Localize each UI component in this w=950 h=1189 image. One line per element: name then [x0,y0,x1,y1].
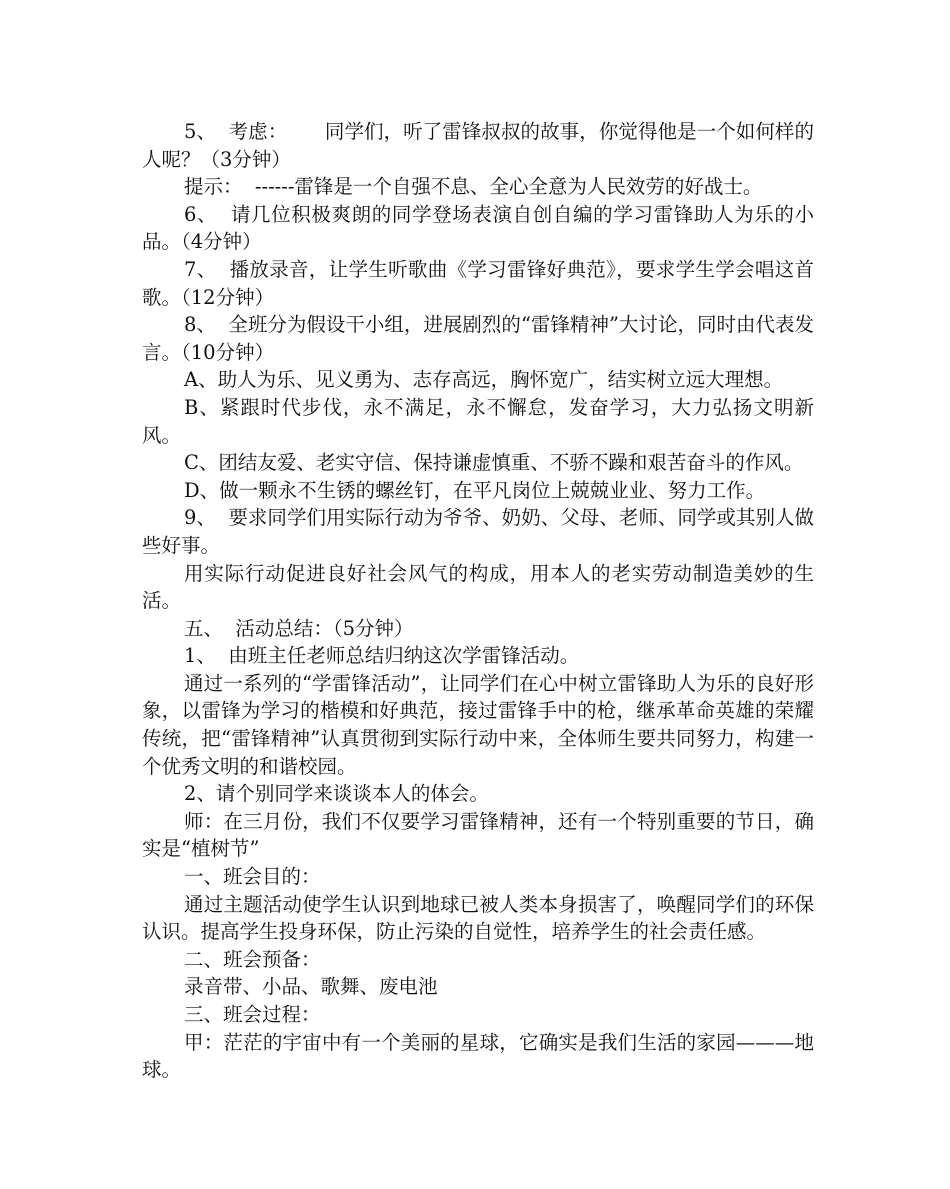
paragraph-summary-2: 2、请个别同学来谈谈本人的体会。 [184,782,489,806]
paragraph-step-7: 7、 播放录音，让学生听歌曲《学习雷锋好典范》，要求学生学会唱这首歌。（12分钟） [142,257,814,309]
document-body [142,118,814,1084]
heading-meeting-goal: 一、班会目的： [184,865,321,889]
paragraph-meeting-prep: 录音带、小品、歌舞、废电池 [184,975,438,999]
heading-meeting-process: 三、班会过程： [184,1003,321,1026]
paragraph-action: 用实际行动促进良好社会风气的构成，用本人的老实劳动制造美妙的生活。 [142,561,814,613]
paragraph-speaker-a: 甲：茫茫的宇宙中有一个美丽的星球，它确实是我们生活的家园———地球。 [142,1030,814,1082]
paragraph-point-c: C、团结友爱、老实守信、保持谦虚慎重、不骄不躁和艰苦奋斗的作风。 [184,451,804,475]
heading-meeting-prep: 二、班会预备： [184,947,321,971]
paragraph-summary-1: 1、 由班主任老师总结归纳这次学雷锋活动。 [184,644,580,668]
paragraph-step-6: 6、 请几位积极爽朗的同学登场表演自创自编的学习雷锋助人为乐的小品。（4分钟） [142,202,814,254]
paragraph-step-5: 5、 考虑： 同学们，听了雷锋叔叔的故事，你觉得他是一个如何样的人呢？（3分钟） [142,120,814,171]
paragraph-point-b: B、紧跟时代步伐，永不满足，永不懈怠，发奋学习，大力弘扬文明新风。 [142,395,814,447]
paragraph-step-8: 8、 全班分为假设干小组，进展剧烈的“雷锋精神”大讨论，同时由代表发言。（10分钟） [142,313,814,364]
paragraph-point-d: D、做一颗永不生锈的螺丝钉，在平凡岗位上兢兢业业、努力工作。 [184,478,766,502]
paragraph-point-a: A、助人为乐、见义勇为、志存高远，胸怀宽广，结实树立远大理想。 [184,368,784,392]
paragraph-meeting-goal: 通过主题活动使学生认识到地球已被人类本身损害了，唤醒同学们的环保认识。提高学生投身环保，防止污染的自觉性，培养学生的社会责任感。 [142,892,814,944]
heading-activity-summary: 五、 活动总结：（5分钟） [184,616,414,640]
paragraph-teacher: 师：在三月份，我们不仅要学习雷锋精神，还有一个特别重要的节日，确实是“植树节” [142,809,814,861]
paragraph-hint: 提示： ------雷锋是一个自强不息、全心全意为人民效劳的好战士。 [184,175,763,199]
paragraph-summary-text: 通过一系列的“学雷锋活动”，让同学们在心中树立雷锋助人为乐的良好形象，以雷锋为学习的楷模和好典范，接过雷锋手中的枪，继承革命英雄的荣耀传统，把“雷锋精神”认真贯彻到实际行动中来，全体师生要共同努力，构建一个优秀文明的和谐校园。 [142,671,814,778]
paragraph-step-9: 9、 要求同学们用实际行动为爷爷、奶奶、父母、老师、同学或其别人做些好事。 [142,506,814,557]
